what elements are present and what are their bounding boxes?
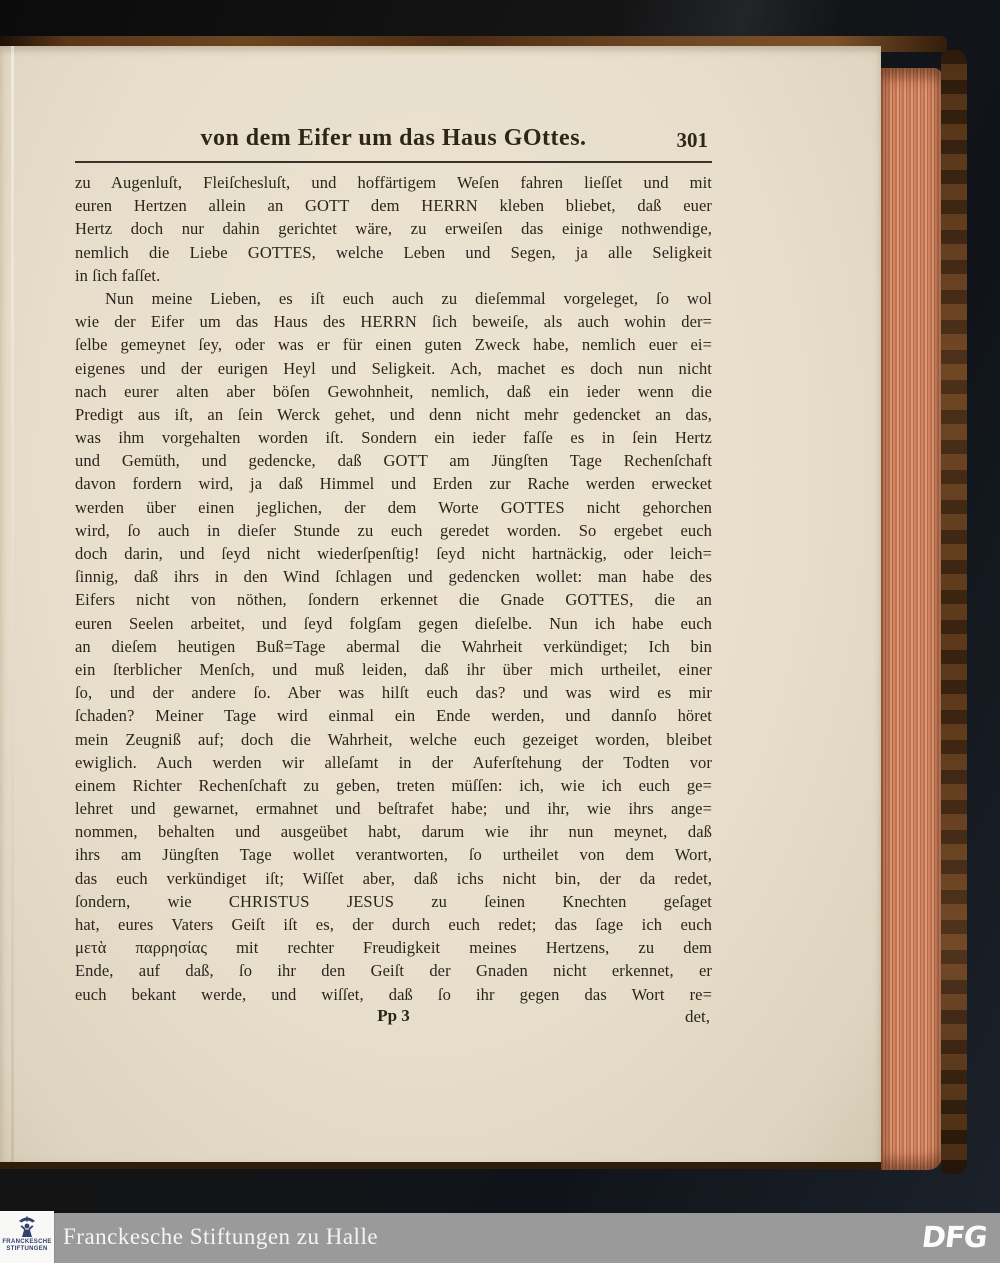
running-title: von dem Eifer um das Haus GOttes. — [200, 125, 587, 151]
text-line: euch bekant werde, und wiſſet, daß ſo ihr gegen das Wort re= — [75, 984, 712, 1004]
logo-caption-line1: FRANCKESCHE — [2, 1239, 52, 1245]
text-line: euren Seelen arbeitet, und ſeyd folgſam gegen dieſelbe. Nun ich habe euch — [75, 613, 712, 633]
footer-bar — [0, 1213, 1000, 1263]
logo-caption-line2: STIFTUNGEN — [6, 1246, 48, 1252]
text-line: ein ſterblicher Menſch, und muß leiden, daß ihr über mich urtheilet, einer — [75, 659, 712, 679]
institution-name: Franckesche Stiftungen zu Halle — [63, 1224, 379, 1249]
text-line: Nun meine Lieben, es iſt euch auch zu dieſemmal vorgeleget, ſo wol — [105, 288, 712, 308]
text-line: Hertz doch nur dahin gerichtet wäre, zu erweiſen das einige nothwendige, — [75, 219, 712, 239]
text-line: zu Augenluſt, Fleiſchesluſt, und hoffärtigem Weſen fahren lieſſet und mit — [75, 173, 712, 192]
text-line: davon fordern wird, ja daß Himmel und Erden zur Rache werden erwecket — [75, 474, 712, 494]
text-line: lehret und gewarnet, ermahnet und beſtrafet habe; und ihr, wie ihrs ange= — [75, 799, 712, 819]
fore-edge-pages — [881, 68, 942, 1170]
text-line: einem Richter Rechenſchaft zu geben, treten müſſen: ich, wie ich euch ge= — [75, 775, 712, 795]
text-line: euren Hertzen allein an GOTT dem HERRN kleben bliebet, daß euer — [75, 196, 712, 216]
text-line: Ende, auf daß, ſo ihr den Geiſt der Gnaden nicht erkennet, er — [75, 961, 712, 981]
text-line: ewiglich. Auch werden wir alleſamt in der Auferſtehung der Todten vor — [75, 752, 712, 772]
catchword: det, — [684, 1006, 710, 1026]
text-line: nach eurer alten aber böſen Gewohnheit, nemlich, daß ein ieder wenn die — [75, 381, 712, 401]
book-page — [0, 46, 881, 1169]
text-line: doch darin, und ſeyd nicht wiederſpenſtig! ſeyd nicht hartnäckig, oder leich= — [75, 544, 712, 563]
body-lines — [75, 171, 712, 1006]
text-line: eigenes und der eurigen Heyl und Seligkeit. Ach, machet es doch nun nicht — [75, 358, 712, 378]
gutter-crease — [11, 46, 14, 1162]
text-column — [75, 125, 712, 1032]
text-line: ſondern, wie CHRISTUS JESUS zu ſeinen Knechten geſaget — [75, 891, 712, 911]
text-line: ihrs am Jüngſten Tage wollet verantworten, ſo urtheilet von dem Wort, — [75, 845, 712, 865]
text-line: in ſich faſſet. — [75, 265, 161, 285]
text-line: ſchaden? Meiner Tage wird einmal ein Ende werden, und dannſo höret — [75, 706, 712, 726]
page-header — [75, 125, 712, 157]
text-line: wird, ſo auch in dieſer Stunde zu euch geredet worden. So ergebet euch — [75, 520, 712, 540]
text-line: μετὰ παρρησίας mit rechter Freudigkeit meines Hertzens, zu dem — [75, 938, 712, 958]
signature-mark: Pp 3 — [377, 1005, 410, 1025]
text-line: was ihm vorgehalten worden iſt. Sondern ein ieder faſſe es in ſein Hertz — [75, 428, 712, 448]
text-line: ſo, und der andere ſo. Aber was hilſt euch das? und was wird es mir — [75, 683, 712, 703]
text-line: hat, eures Vaters Geiſt iſt es, der durch euch redet; das ſage ich euch — [75, 915, 712, 934]
text-line: nommen, behalten und ausgeübet habt, darum wie ihr nun meynet, daß — [75, 822, 712, 842]
text-line: werden über einen jeglichen, der dem Worte GOTTES nicht gehorchen — [75, 497, 712, 517]
text-line: Eifers nicht von nöthen, ſondern erkennet die Gnade GOTTES, die an — [75, 590, 712, 610]
leather-cover-edge — [941, 50, 967, 1174]
signature-row — [75, 1006, 712, 1032]
francke-logo-icon — [17, 1214, 37, 1238]
text-line: nemlich die Liebe GOTTES, welche Leben und Segen, ja alle Seligkeit — [75, 242, 712, 262]
page-number: 301 — [676, 128, 708, 152]
text-line: Predigt aus iſt, an ſein Werck gehet, und denn nicht mehr gedencket an das, — [75, 404, 712, 424]
text-line: das euch verkündiget iſt; Wiſſet aber, daß ichs nicht bin, der da redet, — [75, 868, 712, 888]
text-line: an dieſem heutigen Buß=Tage abermal die Wahrheit verkündiget; Ich bin — [75, 636, 712, 656]
text-line: und Gemüth, und gedencke, daß GOTT am Jüngſten Tage Rechenſchaft — [75, 451, 712, 471]
francke-logo — [0, 1211, 54, 1263]
text-line: mein Zeugniß auf; doch die Wahrheit, welche euch gezeiget worden, bleibet — [75, 729, 712, 749]
header-rule — [75, 161, 712, 163]
text-line: ſinnig, daß ihrs in den Wind ſchlagen und gedencken wollet: man habe des — [75, 567, 712, 587]
dfg-logo: DFG — [920, 1220, 990, 1254]
text-line: wie der Eifer um das Haus des HERRN ſich beweiſe, als auch wohin der= — [75, 312, 712, 332]
text-line: ſelbe gemeynet ſey, oder was er für einen guten Zweck habe, nemlich euer ei= — [75, 335, 712, 355]
